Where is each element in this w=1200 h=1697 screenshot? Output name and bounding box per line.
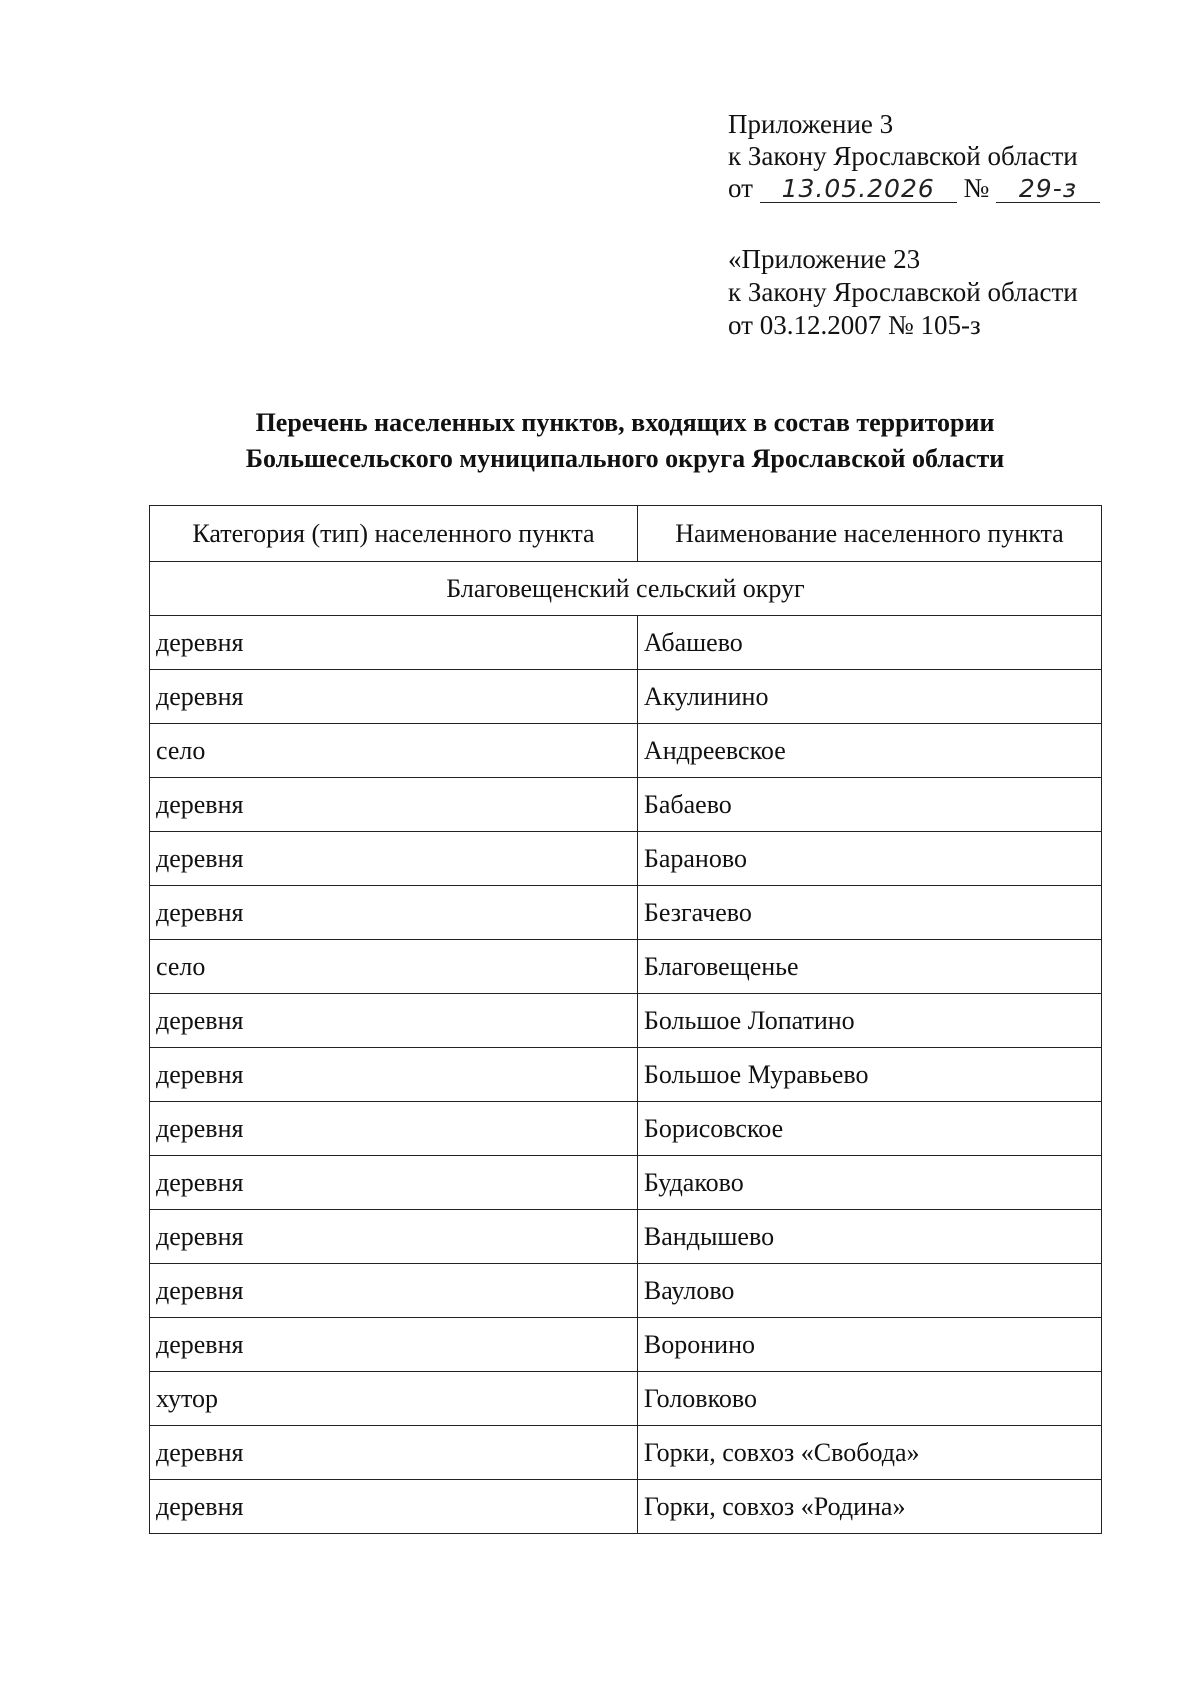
table-row: [150, 1480, 1102, 1534]
settlement-category: деревня: [150, 778, 638, 832]
settlement-category: деревня: [150, 994, 638, 1048]
table-row: [150, 940, 1102, 994]
settlement-name: Ваулово: [637, 1264, 1101, 1318]
amended-appendix-date: от 03.12.2007 № 105-з: [728, 310, 981, 340]
amended-appendix-reference: [728, 243, 1078, 342]
from-prefix: от: [728, 173, 753, 203]
settlement-category: деревня: [150, 1318, 638, 1372]
settlement-name: Благовещенье: [637, 940, 1101, 994]
number-sign: №: [963, 173, 990, 203]
table-row: [150, 886, 1102, 940]
settlement-name: Бабаево: [637, 778, 1101, 832]
settlement-name: Бараново: [637, 832, 1101, 886]
table-row: [150, 1210, 1102, 1264]
settlement-category: деревня: [150, 1102, 638, 1156]
settlement-name: Андреевское: [637, 724, 1101, 778]
header-name: Наименование населенного пункта: [637, 506, 1101, 562]
table-row: [150, 778, 1102, 832]
table-row: [150, 1372, 1102, 1426]
settlement-category: деревня: [150, 886, 638, 940]
settlement-category: деревня: [150, 1264, 638, 1318]
settlement-category: деревня: [150, 1156, 638, 1210]
table-header-row: [150, 506, 1102, 562]
settlement-name: Головково: [637, 1372, 1101, 1426]
settlement-name: Будаково: [637, 1156, 1101, 1210]
title-line-1: Перечень населенных пунктов, входящих в состав территории: [255, 408, 995, 437]
settlement-category: деревня: [150, 832, 638, 886]
table-row: [150, 1102, 1102, 1156]
settlement-name: Воронино: [637, 1318, 1101, 1372]
settlement-name: Горки, совхоз «Свобода»: [637, 1426, 1101, 1480]
settlement-category: деревня: [150, 1210, 638, 1264]
title-line-2: Большесельского муниципального округа Ярославской области: [245, 444, 1005, 473]
settlement-name: Вандышево: [637, 1210, 1101, 1264]
settlement-category: деревня: [150, 1480, 638, 1534]
table-row: [150, 724, 1102, 778]
settlement-name: Борисовское: [637, 1102, 1101, 1156]
section-title: Благовещенский сельский округ: [150, 562, 1102, 616]
handwritten-number: 29-з: [996, 176, 1100, 203]
settlement-name: Абашево: [637, 616, 1101, 670]
table-row: [150, 994, 1102, 1048]
settlement-category: хутор: [150, 1372, 638, 1426]
appendix-law: к Закону Ярославской области: [728, 141, 1078, 171]
amended-appendix-number: «Приложение 23: [728, 244, 921, 274]
settlement-category: деревня: [150, 616, 638, 670]
table-row: [150, 616, 1102, 670]
settlement-name: Большое Муравьево: [637, 1048, 1101, 1102]
header-category: Категория (тип) населенного пункта: [150, 506, 638, 562]
table-row: [150, 1156, 1102, 1210]
settlement-category: деревня: [150, 670, 638, 724]
handwritten-date: 13.05.2026: [760, 176, 957, 203]
settlement-name: Горки, совхоз «Родина»: [637, 1480, 1101, 1534]
appendix-reference: [728, 108, 1100, 204]
settlements-table: [149, 505, 1102, 1534]
settlement-category: деревня: [150, 1426, 638, 1480]
settlement-name: Безгачево: [637, 886, 1101, 940]
settlement-name: Акулинино: [637, 670, 1101, 724]
settlement-name: Большое Лопатино: [637, 994, 1101, 1048]
settlement-category: село: [150, 724, 638, 778]
table-row: [150, 1048, 1102, 1102]
table-row: [150, 1426, 1102, 1480]
table-row: [150, 1264, 1102, 1318]
appendix-number: Приложение 3: [728, 109, 894, 139]
document-title: [150, 405, 1100, 477]
settlement-category: деревня: [150, 1048, 638, 1102]
section-row: [150, 562, 1102, 616]
table-row: [150, 1318, 1102, 1372]
settlement-category: село: [150, 940, 638, 994]
table-row: [150, 670, 1102, 724]
amended-appendix-law: к Закону Ярославской области: [728, 277, 1078, 307]
table-row: [150, 832, 1102, 886]
appendix-date-line: [728, 172, 1100, 204]
